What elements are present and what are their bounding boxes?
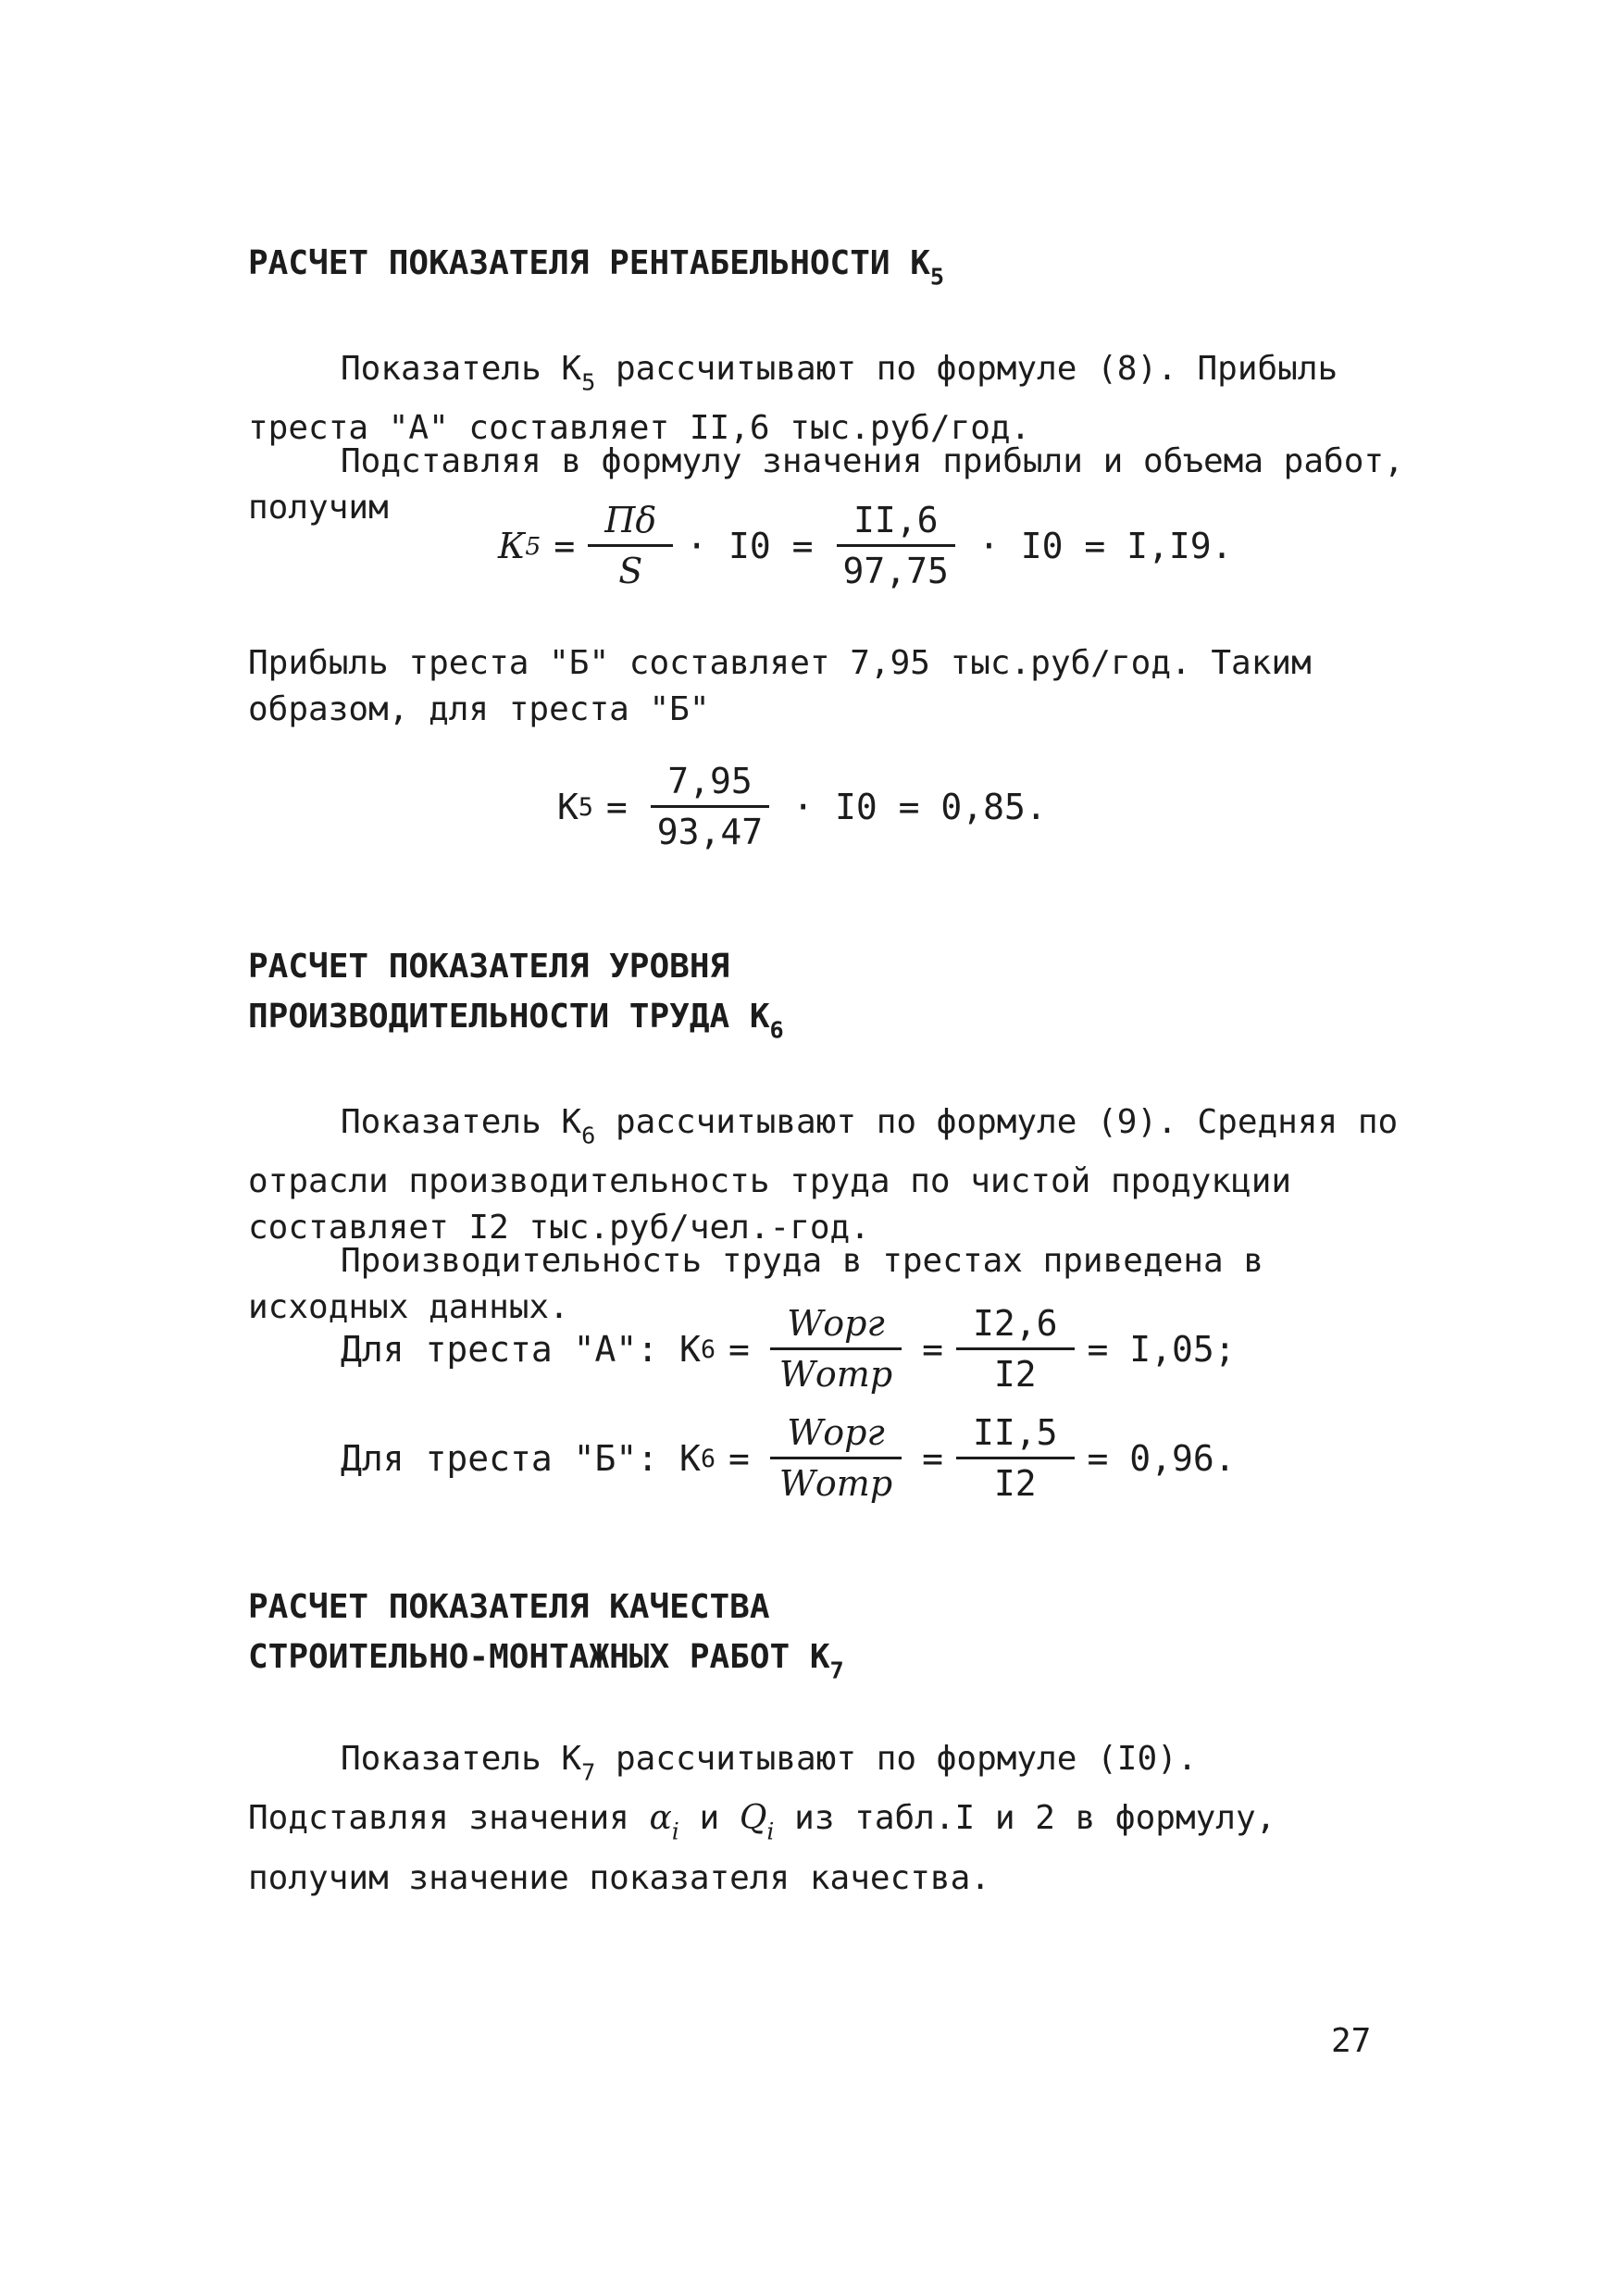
heading-k6: РАСЧЕТ ПОКАЗАТЕЛЯ УРОВНЯ ПРОИЗВОДИТЕЛЬНОСТИ ТРУДА $К_6$	[248, 948, 784, 1044]
fraction-profit-over-volume: $\frac{П\delta}{S}$	[588, 500, 673, 592]
formula-k6-trust-b: Для треста "Б": К 6 = $\frac{\text{Wорг}}{\text{Wотр}}$ = $\frac{II,5}{I2}$ = 0,96.	[341, 1412, 1236, 1504]
paragraph-k6-intro: Показатель $К_6$ рассчитывают по формуле (9). Средняя по отрасли производительность труда по чистой продукции составляет I2 тыс.руб/чел.-год.	[248, 1103, 1399, 1247]
fraction-k5-trust-b-values: $\frac{7,95}{93,47}$	[641, 761, 779, 853]
paragraph-k7-intro: Показатель $К_7$ рассчитывают по формуле (I0). Подставляя значения $\alpha_i$ и $Q_i$ из табл.I и 2 в формулу, получим значение показателя качества.	[248, 1740, 1276, 1897]
fraction-k6-trust-a-values: $\frac{I2,6}{I2}$	[956, 1303, 1075, 1396]
formula-k6-trust-a: Для треста "А": К 6 = $\frac{\text{Wорг}}{\text{Wотр}}$ = $\frac{I2,6}{I2}$ = I,05;	[341, 1303, 1236, 1395]
page-number: 27	[1331, 2022, 1372, 2060]
paragraph-k5-intro: Показатель $К_5$ рассчитывают по формуле (8). Прибыль треста "А" составляет II,6 тыс.руб/год.	[248, 350, 1338, 448]
heading-k5: РАСЧЕТ ПОКАЗАТЕЛЯ РЕНТАБЕЛЬНОСТИ $К_5$	[248, 244, 945, 291]
formula-k5-trust-a: К 5 = $\frac{П\delta}{S}$ · I0 = $\frac{II,6}{97,75}$ · I0 = I,I9.	[498, 500, 1233, 591]
paragraph-k6-data: Производительность труда в трестах приведена в исходных данных.	[248, 1242, 1263, 1326]
paragraph-k5-trust-b: Прибыль треста "Б" составляет 7,95 тыс.руб/год. Таким образом, для треста "Б"	[248, 644, 1312, 728]
paragraph-k5-substitution: Подставляя в формулу значения прибыли и объема работ, получим	[248, 442, 1404, 527]
formula-k5-trust-b: К 5 = $\frac{7,95}{93,47}$ · I0 = 0,85.	[557, 761, 1047, 852]
fraction-k5-trust-a-values: $\frac{II,6}{97,75}$	[827, 500, 965, 592]
fraction-productivity-ratio-b: $\frac{\text{Wорг}}{\text{Wотр}}$	[763, 1412, 909, 1505]
fraction-k6-trust-b-values: $\frac{II,5}{I2}$	[956, 1412, 1075, 1505]
fraction-productivity-ratio-a: $\frac{\text{Wорг}}{\text{Wотр}}$	[763, 1303, 909, 1396]
heading-k7: РАСЧЕТ ПОКАЗАТЕЛЯ КАЧЕСТВА СТРОИТЕЛЬНО-МОНТАЖНЫХ РАБОТ $К_7$	[248, 1588, 844, 1684]
